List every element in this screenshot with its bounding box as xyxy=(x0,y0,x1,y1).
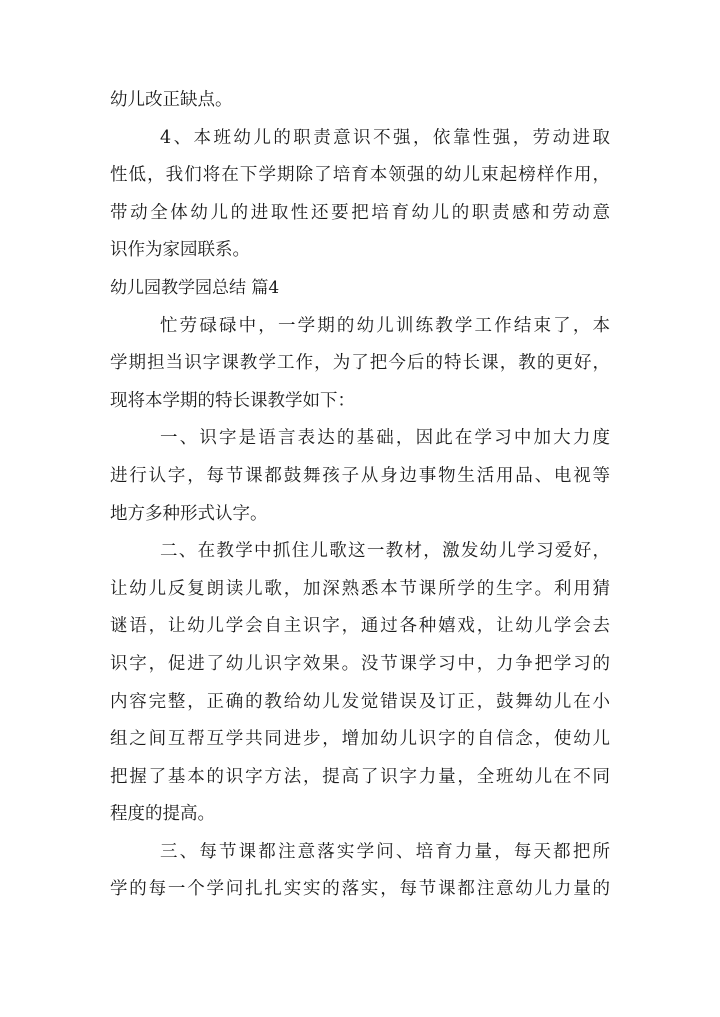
text-line: 进行认字，每节课都鼓舞孩子从身边事物生活用品、电视等 xyxy=(110,465,610,486)
text-line: 幼儿改正缺点。 xyxy=(110,90,233,110)
text-line: 谜语，让幼儿学会自主识字，通过各种嬉戏，让幼儿学会去 xyxy=(110,616,610,637)
text-line: 内容完整，正确的教给幼儿发觉错误及订正，鼓舞幼儿在小 xyxy=(110,691,610,712)
paragraph-first-line: 一、识字是语言表达的基础，因此在学习中加大力度 xyxy=(160,428,610,449)
paragraph-first-line: 二、在教学中抓住儿歌这一教材，激发幼儿学习爱好， xyxy=(160,541,610,562)
text-line: 程度的提高。 xyxy=(110,804,215,825)
text-line: 识作为家园联系。 xyxy=(110,240,250,261)
paragraph-first-line: 忙劳碌碌中，一学期的幼儿训练教学工作结束了，本 xyxy=(160,315,610,336)
text-line: 性低，我们将在下学期除了培育本领强的幼儿束起榜样作用， xyxy=(110,165,610,186)
text-line: 地方多种形式认字。 xyxy=(110,503,268,524)
document-page xyxy=(110,82,610,909)
paragraph-first-line: 三、每节课都注意落实学问、培育力量，每天都把所 xyxy=(160,841,610,862)
text-line: 现将本学期的特长课教学如下： xyxy=(110,390,355,411)
text-line: 学的每一个学问扎扎实实的落实，每节课都注意幼儿力量的 xyxy=(110,879,610,900)
text-line: 让幼儿反复朗读儿歌，加深熟悉本节课所学的生字。利用猜 xyxy=(110,578,610,599)
text-line: 把握了基本的识字方法，提高了识字力量，全班幼儿在不同 xyxy=(110,766,610,787)
text-line: 学期担当识字课教学工作，为了把今后的特长课，教的更好， xyxy=(110,353,610,374)
section-heading: 幼儿园教学园总结 篇4 xyxy=(110,277,280,298)
text-line: 识字，促进了幼儿识字效果。没节课学习中，力争把学习的 xyxy=(110,653,610,674)
text-line: 组之间互帮互学共同进步，增加幼儿识字的自信念，使幼儿 xyxy=(110,729,610,750)
paragraph-first-line: 4、本班幼儿的职责意识不强，依靠性强，劳动进取 xyxy=(160,127,610,148)
text-line: 带动全体幼儿的进取性还要把培育幼儿的职责感和劳动意 xyxy=(110,202,610,223)
